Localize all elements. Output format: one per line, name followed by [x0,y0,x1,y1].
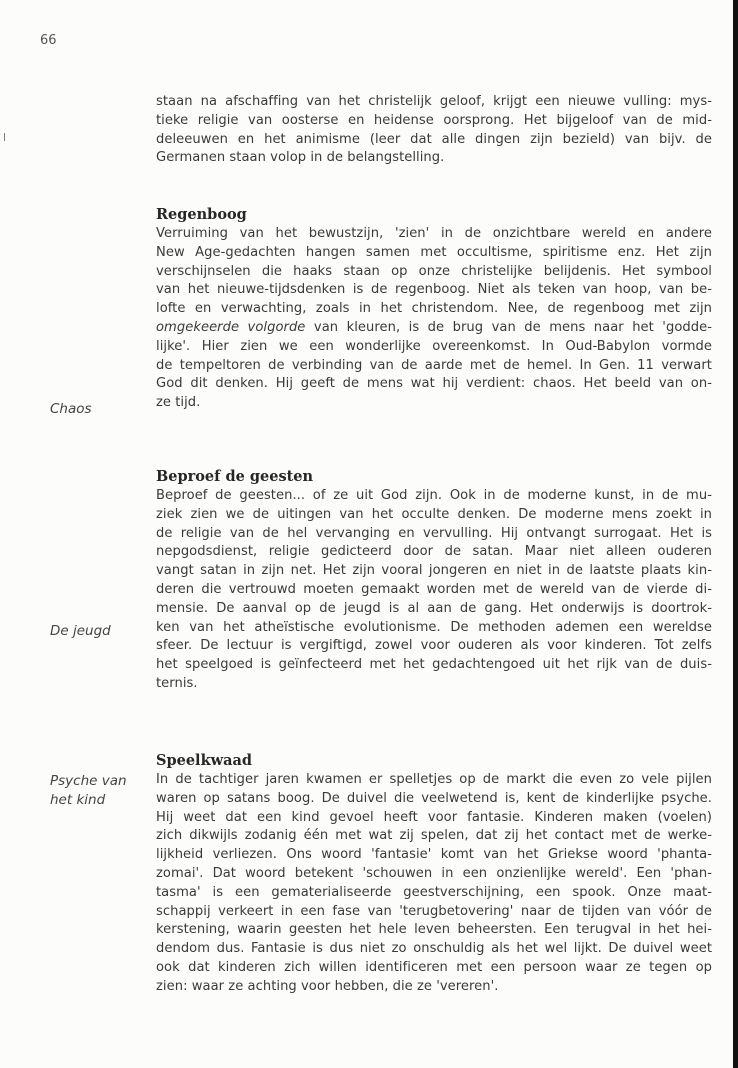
text-line: In de tachtiger jaren kwamen er spelletjes op de markt die even zo vele pijlen [156,772,712,787]
side-note-psyche [50,772,127,810]
margin-mark [4,133,5,141]
text-line: Verruiming van het bewustzijn, 'zien' in de onzichtbare wereld en andere [156,226,712,241]
text-line: zien: waar ze achting voor hebben, die ze 'vereren'. [156,978,499,994]
text-line: deren die vertrouwd moeten gemaakt worden met de wereld van de vierde di- [156,581,712,597]
section-heading: Speelkwaad [156,752,253,769]
text-line: deleeuwen en het animisme (leer dat alle dingen zijn bezield) van bijv. de [156,131,712,147]
page-edge [733,0,738,1068]
text-line: tasma' is een gematerialiseerde geestverschijning, een spook. Onze maat- [156,884,712,900]
text-line: zich dikwijls zodanig één met wat zij spelen, dat zij het contact met de werke- [156,828,712,844]
text-line: ziek zien we de uitingen van het occulte denken. De moderne mens zoekt in [156,506,712,522]
section-heading: Beproef de geesten [156,468,314,485]
text-line: zomai'. Dat woord betekent 'schouwen in een onzienlijke wereld'. Een 'phan- [156,865,712,881]
text-line: mensie. De aanval op de jeugd is al aan de gang. Het onderwijs is doortrok- [156,600,712,616]
text-line: nepgodsdienst, religie gedicteerd door de satan. Maar niet alleen ouderen [156,544,712,560]
text-line: verschijnselen die haaks staan op onze christelijke belijdenis. Het symbool [156,263,712,279]
text-line: de tempeltoren de verbinding van de aarde met de hemel. In Gen. 11 verwart [156,357,712,373]
text-line [156,319,712,338]
text-line: ook dat kinderen zich willen identificeren met een persoon waar ze tegen op [156,959,712,975]
text-line: dendom dus. Fantasie is dus niet zo onschuldig als het wel lijkt. De duivel weet [156,941,712,957]
text-line: schappij verkeert in een fase van 'terugbetovering' naar de tijden van vóór de [156,903,712,919]
side-note-line: Psyche van [50,773,127,789]
text-line: Germanen staan volop in de belangstelling. [156,150,445,166]
text-line: de religie van de hel vervanging en vervulling. Hij ontvangt surrogaat. Het is [156,525,712,541]
text-span: van kleuren, is de brug van de mens naar het 'godde- [305,319,712,335]
text-line: Beproef de geesten... of ze uit God zijn. Ook in de moderne kunst, in de mu- [156,488,712,503]
text-line: ken van het atheïstische evolutionisme. De methoden ademen een wereldse [156,619,712,635]
text-line: staan na afschaffing van het christelijk geloof, krijgt een nieuwe vulling: mys- [156,94,712,109]
text-line: lijkheid verliezen. Ons woord 'fantasie' komt van het Griekse woord 'phanta- [156,847,712,863]
section-heading: Regenboog [156,206,247,223]
text-line: het speelgoed is geïnfecteerd met het gedachtengoed uit het rijk van de duis- [156,657,712,673]
text-line: God dit denken. Hij geeft de mens wat hij verdient: chaos. Het beeld van on- [156,376,712,392]
text-line: sfeer. De lectuur is vergiftigd, zowel voor ouderen als voor kinderen. Tot zelfs [156,638,712,654]
text-line: van het nieuwe-tijdsdenken is de regenboog. Niet als teken van hoop, van be- [156,282,712,298]
emphasis-text: omgekeerde volgorde [156,319,306,335]
text-line: lijke'. Hier zien we een wonderlijke overeenkomst. In Oud-Babylon vormde [156,338,712,354]
text-line: tieke religie van oosterse en heidense oorsprong. Het bijgeloof van de mid- [156,112,712,128]
text-line: New Age-gedachten hangen samen met occultisme, spiritisme enz. Het zijn [156,244,712,260]
text-line: lofte en verwachting, zoals in het christendom. Nee, de regenboog met zijn [156,301,712,317]
text-line: waren op satans boog. De duivel die veelwetend is, kent de kinderlijke psyche. [156,790,712,806]
text-line: kerstening, waarin geesten het hele leven beheersten. Een terugval in het hei- [156,922,712,938]
text-line: ze tijd. [156,395,201,411]
side-note-chaos: Chaos [50,401,92,417]
text-line: ternis. [156,675,198,691]
text-line: vangt satan in zijn net. Het zijn vooral jongeren en niet in de laatste plaats kin- [156,563,712,579]
section-beproef [156,467,712,694]
text-line: Hij weet dat een kind gevoel heeft voor fantasie. Kinderen maken (voelen) [156,809,712,825]
side-note-de-jeugd: De jeugd [50,623,111,639]
section-regenboog [156,205,712,413]
side-note-line: het kind [50,792,106,808]
section-speelkwaad [156,751,712,997]
intro-paragraph [156,93,712,168]
page-number: 66 [40,33,57,48]
